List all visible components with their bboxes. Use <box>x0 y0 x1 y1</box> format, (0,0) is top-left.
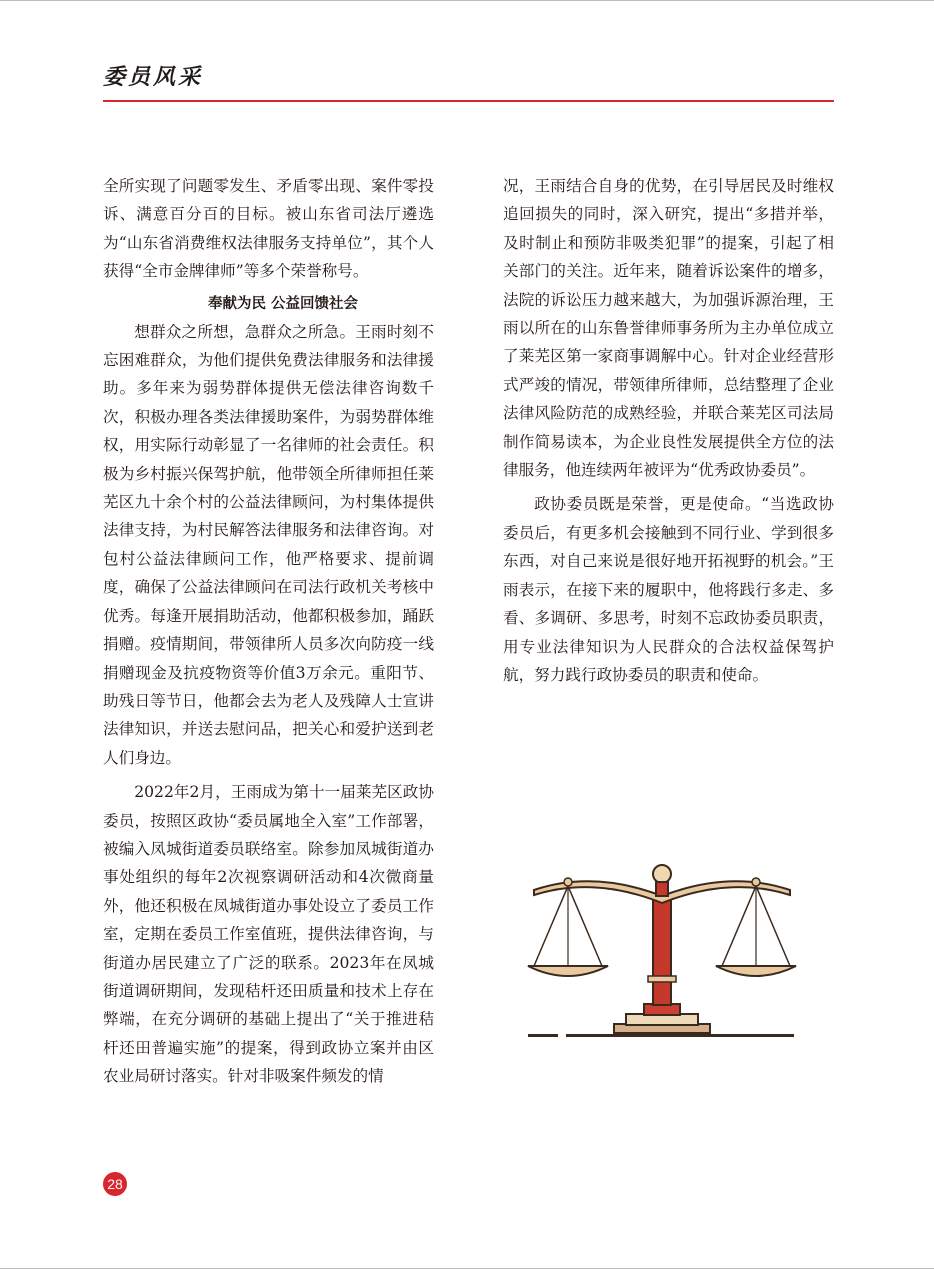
section-title: 委员风采 <box>103 65 204 90</box>
left-paragraph-3: 2022年2月，王雨成为第十一届莱芜区政协委员，按照区政协“委员属地全入室”工作部署，被编入凤城街道委员联络室。除参加凤城街道办事处组织的每年2次视察调研活动和4次微商量外，他还积极在凤城街道办事处设立了委员工作室，定期在委员工作室值班，提供法律咨询，与街道办居民建立了广泛的联系。2023年在凤城街道调研期间，发现秸杆还田质量和技术上存在弊端，在充分调研的基础上提出了“关于推进秸杆还田普遍实施”的提案，得到政协立案并由区农业局研讨落实。针对非吸案件频发的情 <box>103 783 434 1086</box>
left-column <box>103 172 434 1091</box>
right-paragraph-2: 政协委员既是荣誉，更是使命。“当选政协委员后，有更多机会接触到不同行业、学到很多东西，对自己来说是很好地开拓视野的机会。”王雨表示，在接下来的履职中，他将践行多走、多看、多调研、多思考，时刻不忘政协委员职责，用专业法律知识为人民群众的合法权益保驾护航，努力践行政协委员的职责和使命。 <box>503 495 834 684</box>
right-column <box>503 172 834 689</box>
bottom-trim-line <box>0 1268 934 1269</box>
left-paragraph-1: 全所实现了问题零发生、矛盾零出现、案件零投诉、满意百分百的目标。被山东省司法厅遴选为“山东省消费维权法律服务支持单位”，其个人获得“全市金牌律师”等多个荣誉称号。 <box>103 177 434 281</box>
left-paragraph-2: 想群众之所想，急群众之所急。王雨时刻不忘困难群众，为他们提供免费法律服务和法律援助。多年来为弱势群体提供无偿法律咨询数千次，积极办理各类法律援助案件，为弱势群体维权，用实际行动彰显了一名律师的社会责任。积极为乡村振兴保驾护航，他带领全所律师担任莱芜区九十余个村的公益法律顾问，为村集体提供法律支持，为村民解答法律服务和法律咨询。对包村公益法律顾问工作，他严格要求、提前调度，确保了公益法律顾问在司法行政机关考核中优秀。每逢开展捐助活动，他都积极参加，踊跃捐赠。疫情期间，带领律所人员多次向防疫一线捐赠现金及抗疫物资等价值3万余元。重阳节、助残日等节日，他都会去为老人及残障人士宣讲法律知识，并送去慰问品，把关心和爱护送到老人们身边。 <box>103 322 434 767</box>
balance-scale-illustration <box>520 858 800 1048</box>
top-trim-line <box>0 0 934 1</box>
right-paragraph-1: 况，王雨结合自身的优势，在引导居民及时维权追回损失的同时，深入研究，提出“多措并举，及时制止和预防非吸类犯罪”的提案，引起了相关部门的关注。近年来，随着诉讼案件的增多，法院的诉讼压力越来越大，为加强诉源治理，王雨以所在的山东鲁誉律师事务所为主办单位成立了莱芜区第一家商事调解中心。针对企业经营形式严竣的情况，带领律所律师，总结整理了企业法律风险防范的成熟经验，并联合莱芜区司法局制作简易读本，为企业良性发展提供全方位的法律服务，他连续两年被评为“优秀政协委员”。 <box>503 177 834 480</box>
page-number: 28 <box>103 1172 127 1196</box>
balance-scale-icon <box>520 858 800 1048</box>
header-rule <box>103 100 834 102</box>
subheading: 奉献为民 公益回馈社会 <box>207 295 359 312</box>
